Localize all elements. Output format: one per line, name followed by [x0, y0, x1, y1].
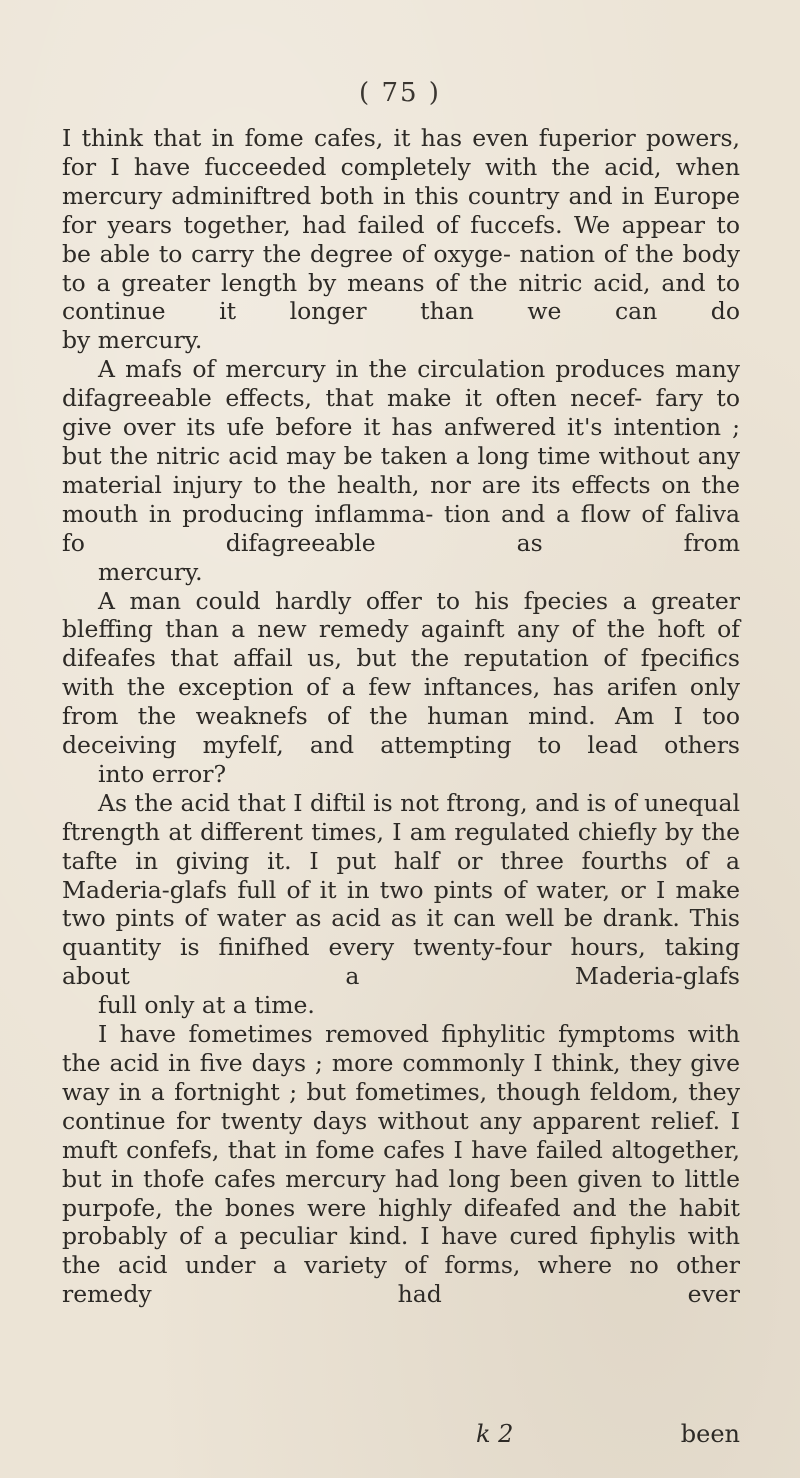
- paragraph-3: [62, 587, 740, 789]
- paragraph-5: [62, 1020, 740, 1309]
- paragraph-3-last-line: into error?: [98, 759, 227, 788]
- paragraph-1-text: I think that in fome cafes, it has even fuperior powers, for I have fucceeded completely with the acid, when mercury adminiftred both in this country and in Europe for years together, had failed of fuccefs. We appear to be able to carry the degree of oxyge- nation of the body to a greater length by means of the nitric acid, and to continue it longer than we can do: [62, 124, 740, 326]
- signature-mark: k 2: [476, 1420, 514, 1448]
- paragraph-5-text: I have fometimes removed fiphylitic fymptoms with the acid in five days ; more commonly I think, they give way in a fortnight ; but fometimes, though feldom, they continue for twenty days without any apparent relief. I muft confefs, that in fome cafes I have failed altogether, but in thofe cafes mercury had long been given to little purpofe, the bones were highly difeafed and the habit probably of a peculiar kind. I have cured fiphylis with the acid under a variety of forms, where no other remedy had ever: [62, 1020, 740, 1309]
- body-text: [62, 124, 740, 1309]
- paragraph-2: [62, 355, 740, 586]
- paragraph-4-text: As the acid that I diftil is not ftrong, and is of unequal ftrength at different times, I am regulated chiefly by the tafte in giving it. I put half or three fourths of a Maderia-glafs full of it in two pints of water, or I make two pints of water as acid as it can well be drank. This quantity is finifhed every twenty-four hours, taking about a Maderia-glafs: [62, 788, 740, 991]
- paragraph-3-text: A man could hardly offer to his fpecies a greater bleffing than a new remedy againft any of the hoft of difeafes that affail us, but the reputation of fpecifics with the exception of a few inftances, has arifen only from the weaknefs of the human mind. Am I too deceiving myfelf, and attempting to lead others: [62, 586, 740, 760]
- paragraph-1: [62, 124, 740, 355]
- paragraph-1-last-line: by mercury.: [62, 326, 203, 355]
- paragraph-4: [62, 789, 740, 1020]
- paragraph-4-last-line: full only at a time.: [98, 991, 315, 1020]
- page-footer: [0, 1420, 800, 1454]
- catchword: been: [680, 1420, 740, 1448]
- paragraph-2-text: A mafs of mercury in the circulation produces many difagreeable effects, that make it often necef- fary to give over its ufe before it has anfwered it's intention ; but the nitric acid may be taken a long time without any material injury to the health, nor are its effects on the mouth in producing inflamma- tion and a flow of faliva fo difagreeable as from: [62, 355, 740, 557]
- page-number: ( 75 ): [359, 78, 441, 108]
- paragraph-2-last-line: mercury.: [98, 557, 203, 586]
